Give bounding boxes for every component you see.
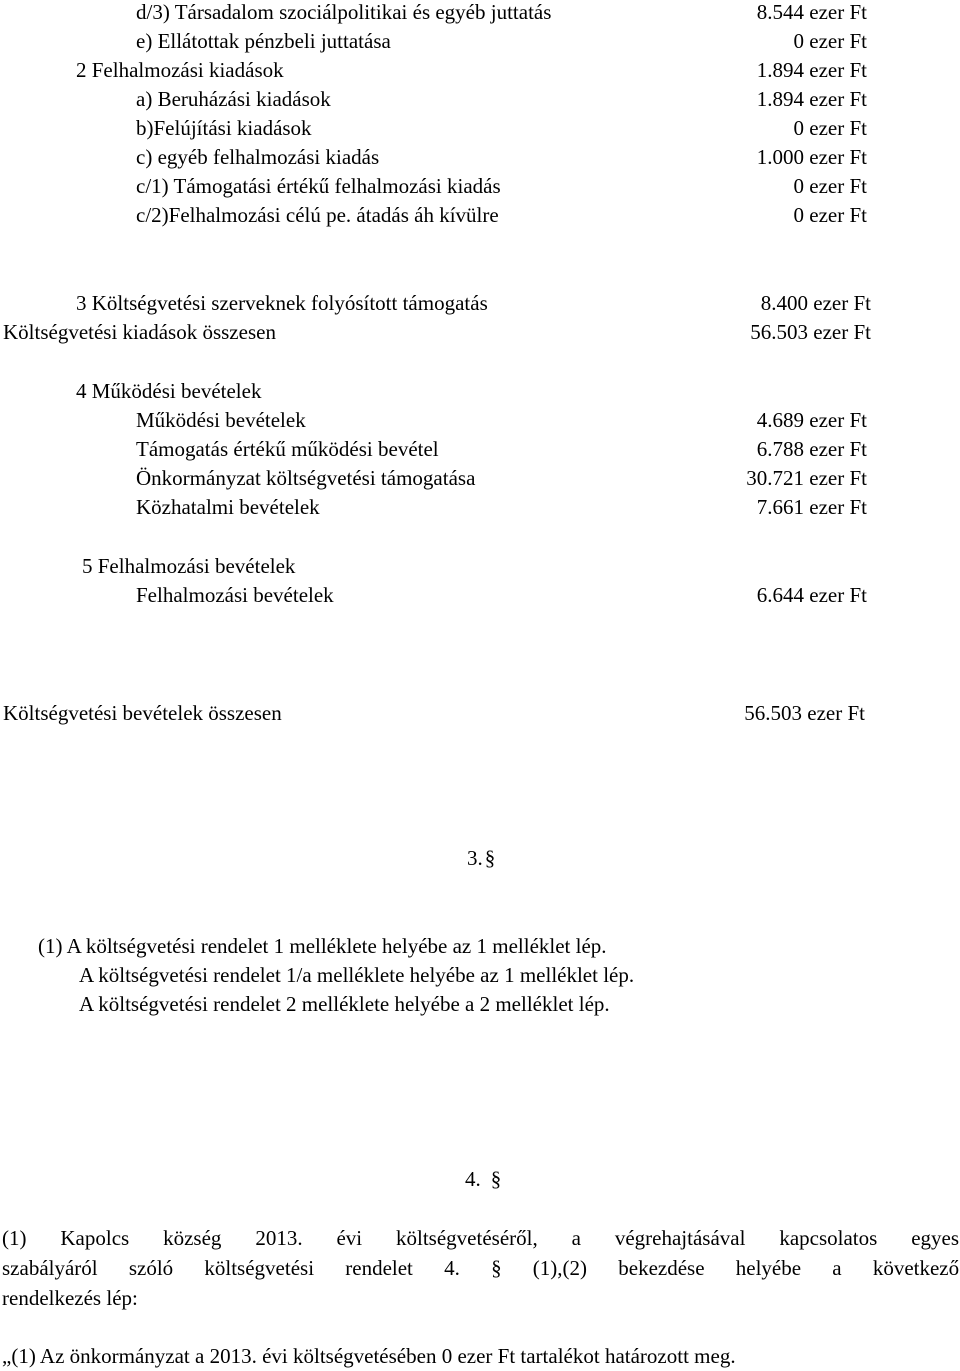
revenue-label: Felhalmozási bevételek [136, 583, 334, 607]
support-amount: 8.400 ezer Ft [760, 291, 871, 315]
section-3-line: A költségvetési rendelet 2 melléklete helyébe a 2 melléklet lép. [79, 992, 610, 1016]
expense-label: e) Ellátottak pénzbeli juttatása [136, 29, 391, 53]
section-4-paragraph-line [2, 1226, 959, 1250]
word: a [832, 1256, 842, 1280]
expense-label: b)Felújítási kiadások [136, 116, 312, 140]
section-4-paragraph-line [2, 1256, 959, 1280]
revenue-amount: 6.788 ezer Ft [756, 437, 867, 461]
section-4-heading [465, 1167, 501, 1191]
word: költségvetéséről, [396, 1226, 538, 1250]
word: egyes [911, 1226, 960, 1250]
word: kapcsolatos [779, 1226, 878, 1250]
expense-label: d/3) Társadalom szociálpolitikai és egyéb juttatás [136, 0, 552, 24]
section-4-quote: „(1) Az önkormányzat a 2013. évi költségvetésében 0 ezer Ft tartalékot határozott meg. [2, 1344, 736, 1368]
expense-amount: 0 ezer Ft [793, 29, 867, 53]
expense-amount: 0 ezer Ft [793, 174, 867, 198]
word: (1) [2, 1226, 27, 1250]
expense-amount: 1.894 ezer Ft [756, 58, 867, 82]
section-4-paragraph-line: rendelkezés lép: [2, 1286, 138, 1310]
word: következő [872, 1256, 960, 1280]
revenue-amount: 4.689 ezer Ft [756, 408, 867, 432]
expense-label: a) Beruházási kiadások [136, 87, 331, 111]
support-label: 3 Költségvetési szerveknek folyósított támogatás [76, 291, 488, 315]
section-number: 4. [465, 1167, 481, 1191]
word: végrehajtásával [614, 1226, 746, 1250]
revenue-amount: 6.644 ezer Ft [756, 583, 867, 607]
word: 2013. [255, 1226, 303, 1250]
section-3-line: A költségvetési rendelet 1/a melléklete helyébe az 1 melléklet lép. [79, 963, 635, 987]
word: évi [336, 1226, 363, 1250]
word: helyébe [735, 1256, 802, 1280]
section-3-line: (1) A költségvetési rendelet 1 melléklete helyébe az 1 melléklet lép. [38, 934, 607, 958]
word: szabályáról [2, 1256, 98, 1280]
word: bekezdése [618, 1256, 705, 1280]
revenue-amount: 30.721 ezer Ft [746, 466, 867, 490]
section-number: 3. [467, 846, 483, 870]
word: a [571, 1226, 581, 1250]
total-revenue-amount: 56.503 ezer Ft [744, 701, 865, 725]
section-3-heading [467, 846, 495, 870]
revenue-label: Közhatalmi bevételek [136, 495, 320, 519]
revenue-label: Támogatás értékű működési bevétel [136, 437, 439, 461]
section-sign: § [484, 846, 496, 870]
total-revenue-label: Költségvetési bevételek összesen [3, 701, 282, 725]
revenue-amount: 7.661 ezer Ft [756, 495, 867, 519]
expense-amount: 1.000 ezer Ft [756, 145, 867, 169]
expense-amount: 0 ezer Ft [793, 116, 867, 140]
word: rendelet [345, 1256, 413, 1280]
expense-label: c/2)Felhalmozási célú pe. átadás áh kívülre [136, 203, 499, 227]
word: 4. [444, 1256, 460, 1280]
word: község [163, 1226, 222, 1250]
expense-label: c) egyéb felhalmozási kiadás [136, 145, 380, 169]
word: szóló [128, 1256, 174, 1280]
word: Kapolcs [60, 1226, 130, 1250]
operating-revenue-heading: 4 Működési bevételek [76, 379, 262, 403]
word: § [491, 1256, 502, 1280]
revenue-label: Működési bevételek [136, 408, 306, 432]
expense-label: 2 Felhalmozási kiadások [76, 58, 284, 82]
word: költségvetési [204, 1256, 315, 1280]
section-sign: § [490, 1167, 502, 1191]
total-expenses-amount: 56.503 ezer Ft [750, 320, 871, 344]
revenue-label: Önkormányzat költségvetési támogatása [136, 466, 476, 490]
word: (1),(2) [532, 1256, 588, 1280]
expense-amount: 8.544 ezer Ft [756, 0, 867, 24]
expense-amount: 1.894 ezer Ft [756, 87, 867, 111]
expense-label: c/1) Támogatási értékű felhalmozási kiadás [136, 174, 501, 198]
capital-revenue-heading: 5 Felhalmozási bevételek [82, 554, 296, 578]
total-expenses-label: Költségvetési kiadások összesen [3, 320, 276, 344]
expense-amount: 0 ezer Ft [793, 203, 867, 227]
